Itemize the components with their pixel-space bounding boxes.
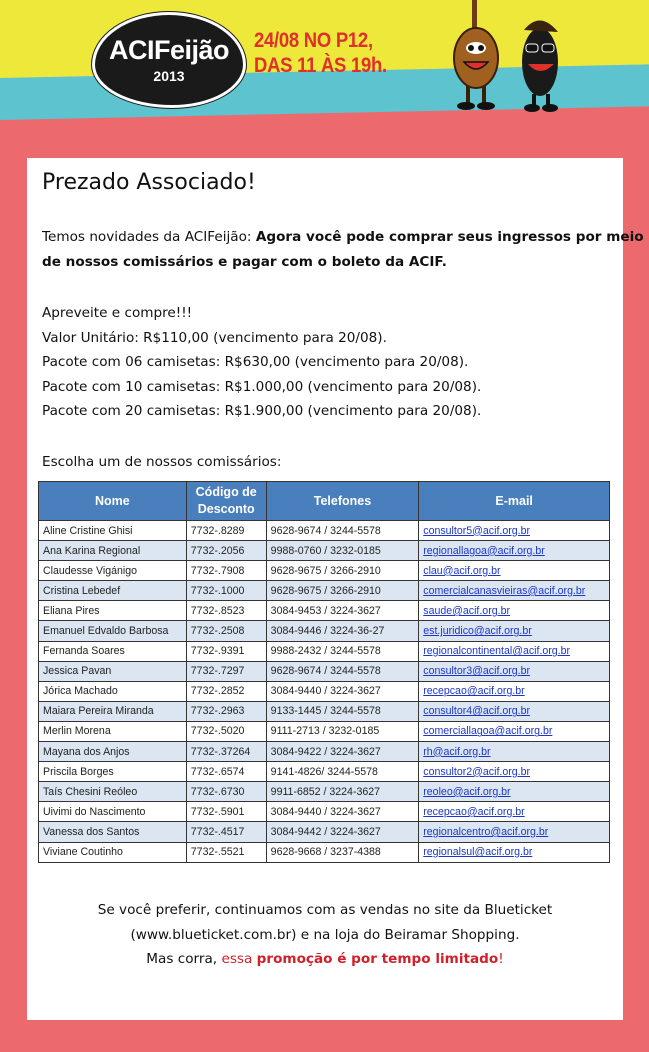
bean-mascots-illustration [440,0,580,120]
header-telefones: Telefones [266,482,419,521]
intro-bold-line-2: de nossos comissários e pagar com o boleto da ACIF. [42,253,447,270]
cell-email[interactable]: consultor5@acif.org.br [419,521,610,541]
cell-nome: Ana Karina Regional [39,541,187,561]
cell-email[interactable]: clau@acif.org.br [419,561,610,581]
letter-card [27,158,644,1020]
cell-nome: Fernanda Soares [39,641,187,661]
promo-highlight-end: ! [498,951,504,967]
cell-email[interactable]: saude@acif.org.br [419,601,610,621]
table-row [39,521,610,541]
cell-telefones: 3084-9440 / 3224-3627 [266,681,419,701]
cell-telefones: 3084-9422 / 3224-3627 [266,742,419,762]
header-nome: Nome [39,482,187,521]
footer-text [27,898,623,972]
cell-codigo: 7732-.8523 [186,601,266,621]
cell-email[interactable]: regionalcontinental@acif.org.br [419,641,610,661]
agents-table [38,481,610,863]
table-row [39,561,610,581]
cell-nome: Uivimi do Nascimento [39,802,187,822]
cell-codigo: 7732-.2963 [186,701,266,721]
cell-email[interactable]: comercialcanasvieiras@acif.org.br [419,581,610,601]
offer-pack-20: Pacote com 20 camisetas: R$1.900,00 (vencimento para 20/08). [42,403,482,419]
cell-email[interactable]: est.juridico@acif.org.br [419,621,610,641]
logo-title: ACIFeijão [108,35,230,65]
offer-unit-price: Valor Unitário: R$110,00 (vencimento para 20/08). [42,329,387,346]
cell-codigo: 7732-.2056 [186,541,266,561]
table-row [39,601,610,621]
cell-email[interactable]: regionallagoa@acif.org.br [419,541,610,561]
cell-nome: Emanuel Edvaldo Barbosa [39,621,187,641]
acifeijao-logo [92,12,246,108]
cell-codigo: 7732-.7908 [186,561,266,581]
cell-nome: Jessica Pavan [39,661,187,681]
cell-codigo: 7732-.37264 [186,742,266,762]
promo-highlight [221,951,503,967]
choose-agent-text: Escolha um de nossos comissários: [42,454,282,470]
logo-year: 2013 [153,68,185,84]
intro-paragraph [42,225,644,274]
table-row [39,762,610,782]
greeting-heading: Prezado Associado! [42,170,256,195]
cell-nome: Cristina Lebedef [39,581,187,601]
agents-table-body [39,521,610,863]
cell-email[interactable]: consultor4@acif.org.br [419,701,610,721]
cell-telefones: 9988-0760 / 3232-0185 [266,541,419,561]
footer-line-1: Se você preferir, continuamos com as vendas no site da Blueticket [97,902,553,918]
cell-nome: Maiara Pereira Miranda [39,701,187,721]
cell-codigo: 7732-.5020 [186,721,266,741]
header-codigo-label: Código de Desconto [195,485,257,516]
cell-telefones: 9628-9674 / 3244-5578 [266,521,419,541]
offer-pack-06: Pacote com 06 camisetas: R$630,00 (vencimento para 20/08). [42,354,469,370]
table-row [39,721,610,741]
table-header-row [39,482,610,521]
cell-nome: Claudesse Vigánigo [39,561,187,581]
cell-telefones: 3084-9440 / 3224-3627 [266,802,419,822]
event-date-line: 24/08 NO P12, [254,29,373,52]
cell-nome: Vanessa dos Santos [39,822,187,842]
cell-nome: Mayana dos Anjos [39,742,187,762]
cell-email[interactable]: regionalsul@acif.org.br [419,842,610,862]
cell-codigo: 7732-.5901 [186,802,266,822]
table-row [39,641,610,661]
cell-codigo: 7732-.1000 [186,581,266,601]
table-row [39,581,610,601]
cell-telefones: 9111-2713 / 3232-0185 [266,721,419,741]
cell-email[interactable]: reoleo@acif.org.br [419,782,610,802]
cell-email[interactable]: consultor3@acif.org.br [419,661,610,681]
event-banner [0,0,649,120]
offer-pack-10: Pacote com 10 camisetas: R$1.000,00 (vencimento para 20/08). [42,378,482,395]
cell-nome: Viviane Coutinho [39,842,187,862]
guitar-bean-mascot [454,0,498,110]
table-row [39,782,610,802]
header-codigo [186,482,266,521]
intro-text: Temos novidades da ACIFeijão: [42,229,256,245]
cell-nome: Merlin Morena [39,721,187,741]
cell-email[interactable]: comerciallagoa@acif.org.br [419,721,610,741]
promo-highlight-bold: promoção é por tempo limitado [256,951,499,967]
cell-codigo: 7732-.8289 [186,521,266,541]
cell-codigo: 7732-.5521 [186,842,266,862]
table-row [39,802,610,822]
table-row [39,621,610,641]
cell-nome: Eliana Pires [39,601,187,621]
cell-email[interactable]: regionalcentro@acif.org.br [419,822,610,842]
cell-nome: Priscila Borges [39,762,187,782]
event-date-info [254,28,387,78]
table-row [39,541,610,561]
cell-codigo: 7732-.6730 [186,782,266,802]
cell-telefones: 3084-9446 / 3224-36-27 [266,621,419,641]
table-row [39,842,610,862]
cell-email[interactable]: rh@acif.org.br [419,742,610,762]
cell-email[interactable]: recepcao@acif.org.br [419,681,610,701]
cell-telefones: 9133-1445 / 3244-5578 [266,701,419,721]
table-row [39,822,610,842]
cell-codigo: 7732-.4517 [186,822,266,842]
footer-line-3 [27,947,623,972]
intro-bold-line-1: Agora você pode comprar seus ingressos por meio [255,229,644,245]
header-email: E-mail [419,482,610,521]
promo-highlight-normal: essa [221,951,257,967]
table-row [39,701,610,721]
offer-headline: Apreveite e compre!!! [42,305,193,321]
cell-nome: Taís Chesini Reóleo [39,782,187,802]
cell-email[interactable]: consultor2@acif.org.br [419,762,610,782]
cell-telefones: 9911-6852 / 3224-3627 [266,782,419,802]
cell-codigo: 7732-.7297 [186,661,266,681]
table-row [39,681,610,701]
cell-email[interactable]: recepcao@acif.org.br [419,802,610,822]
footer-line-2: (www.blueticket.com.br) e na loja do Beiramar Shopping. [130,926,520,943]
cell-telefones: 9628-9668 / 3237-4388 [266,842,419,862]
cell-codigo: 7732-.6574 [186,762,266,782]
cell-telefones: 3084-9442 / 3224-3627 [266,822,419,842]
cell-codigo: 7732-.2852 [186,681,266,701]
cell-telefones: 9141-4826/ 3244-5578 [266,762,419,782]
cell-telefones: 9628-9675 / 3266-2910 [266,581,419,601]
cell-codigo: 7732-.2508 [186,621,266,641]
table-row [39,742,610,762]
footer-line-3-start: Mas corra, [146,951,222,967]
cell-nome: Jórica Machado [39,681,187,701]
offers-paragraph [42,301,481,424]
cell-codigo: 7732-.9391 [186,641,266,661]
cell-nome: Aline Cristine Ghisi [39,521,187,541]
table-row [39,661,610,681]
cell-telefones: 9628-9674 / 3244-5578 [266,661,419,681]
cell-telefones: 9988-2432 / 3244-5578 [266,641,419,661]
event-time-line: DAS 11 ÀS 19h. [254,54,387,77]
cell-telefones: 9628-9675 / 3266-2910 [266,561,419,581]
cell-telefones: 3084-9453 / 3224-3627 [266,601,419,621]
sunglasses-bean-mascot [522,20,558,112]
